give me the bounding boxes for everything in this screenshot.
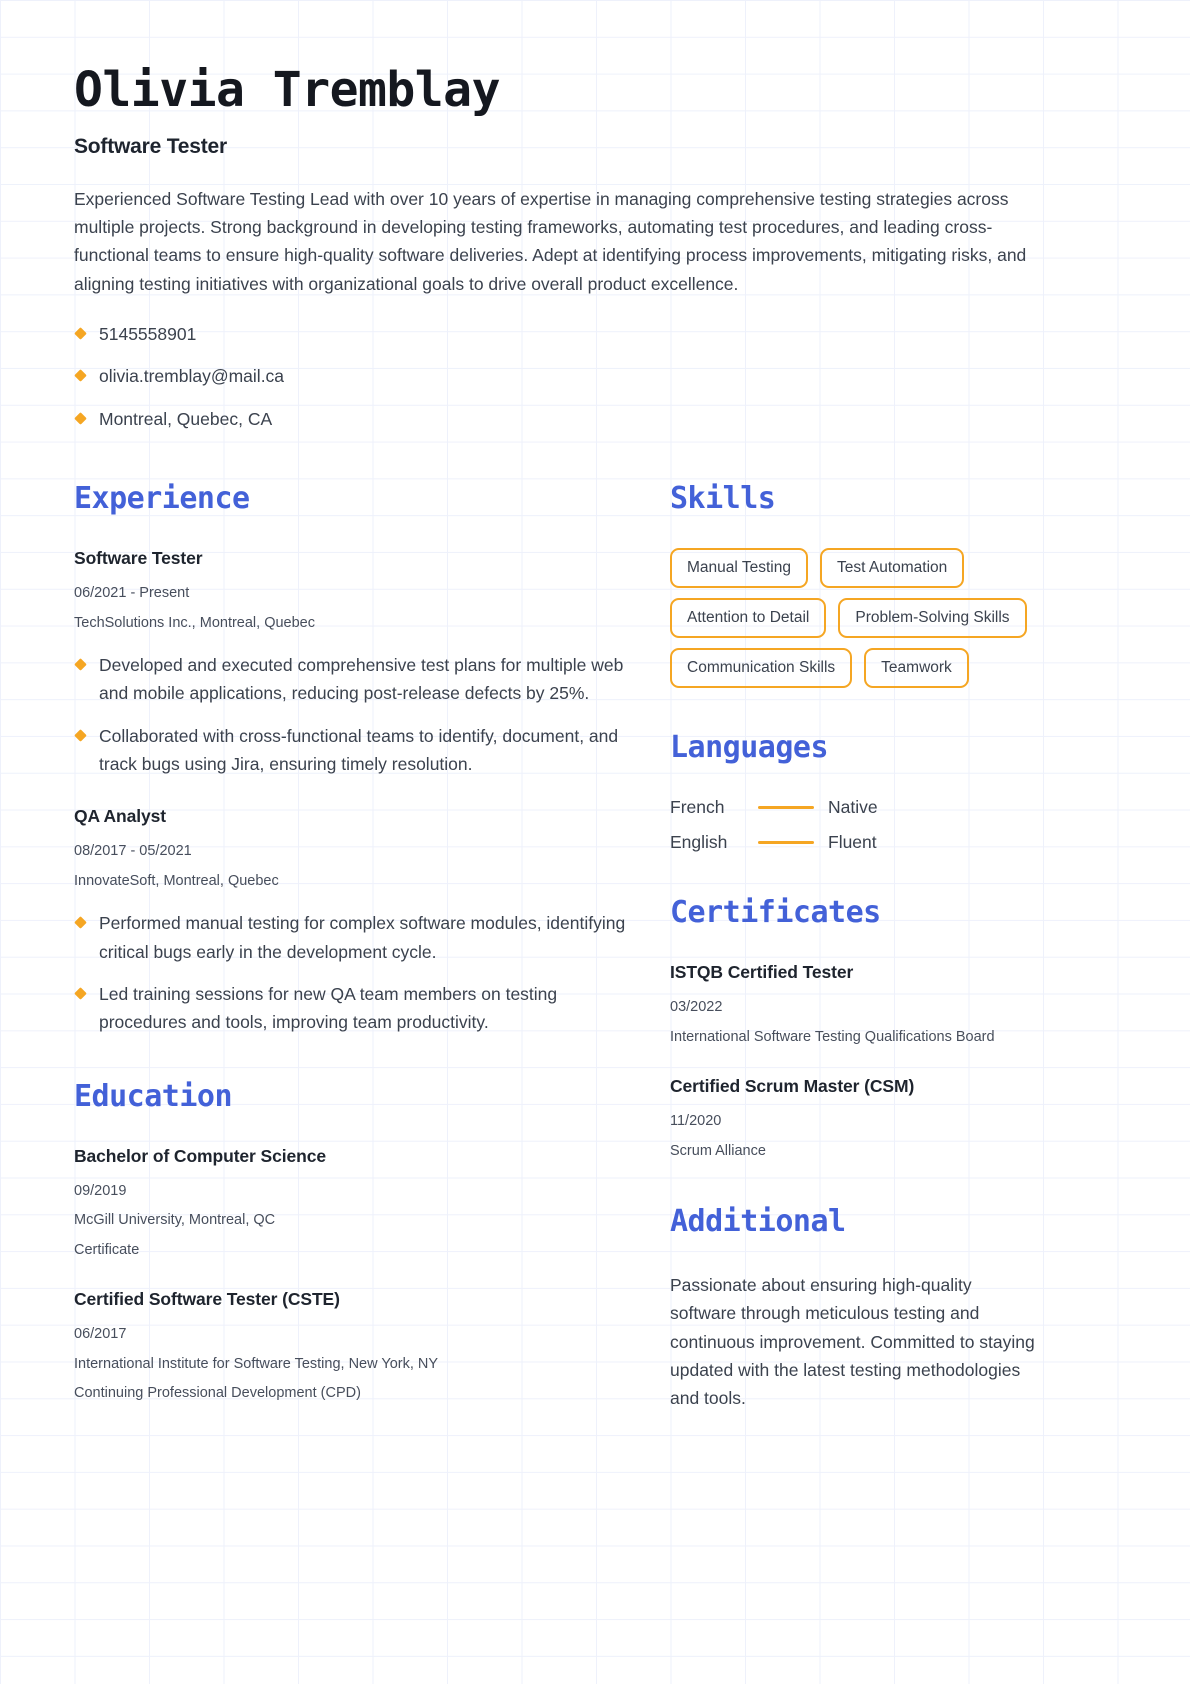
section-title-skills: Skills <box>670 481 776 517</box>
certificate-issuer: Scrum Alliance <box>670 1142 766 1159</box>
certificate-entry <box>670 962 1116 1048</box>
experience-bullet-text: Performed manual testing for complex software modules, identifying critical bugs early in the development cycle. <box>99 913 626 962</box>
left-column <box>74 481 670 1413</box>
contact-item-email <box>74 362 1116 390</box>
right-column <box>670 481 1116 1413</box>
diamond-bullet-icon <box>74 369 87 382</box>
experience-bullet <box>74 722 630 779</box>
language-level: Native <box>828 797 878 818</box>
section-title-certificates: Certificates <box>670 895 881 931</box>
education-institution: International Institute for Software Testing, New York, NY <box>74 1355 439 1372</box>
diamond-bullet-icon <box>74 729 87 742</box>
language-level: Fluent <box>828 832 877 853</box>
candidate-headline: Software Tester <box>74 134 227 158</box>
diamond-bullet-icon <box>74 327 87 340</box>
education-degree: Bachelor of Computer Science <box>74 1145 326 1166</box>
education-date: 09/2019 <box>74 1182 127 1199</box>
section-title-education: Education <box>74 1078 233 1114</box>
resume-header <box>74 62 1116 433</box>
education-note: Certificate <box>74 1241 140 1258</box>
section-education <box>74 1079 630 1405</box>
diamond-bullet-icon <box>74 658 87 671</box>
language-dash-icon <box>758 841 814 844</box>
contact-location-text: Montreal, Quebec, CA <box>99 408 273 429</box>
experience-bullet-list <box>74 651 630 778</box>
language-name: French <box>670 797 725 818</box>
contact-item-phone <box>74 320 1116 348</box>
experience-bullet <box>74 909 630 966</box>
language-dash-icon <box>758 806 814 809</box>
skill-chip: Problem-Solving Skills <box>838 598 1026 638</box>
diamond-bullet-icon <box>74 987 87 1000</box>
experience-role: Software Tester <box>74 548 203 569</box>
skill-chip: Attention to Detail <box>670 598 826 638</box>
candidate-name: Olivia Tremblay <box>74 62 500 118</box>
education-entry <box>74 1146 630 1261</box>
section-title-languages: Languages <box>670 730 829 766</box>
certificate-entry <box>670 1076 1116 1162</box>
education-entry <box>74 1289 630 1404</box>
section-skills <box>670 481 1116 688</box>
section-experience <box>74 481 630 1037</box>
certificate-issuer: International Software Testing Qualifications Board <box>670 1028 995 1045</box>
skills-chip-list <box>670 548 1045 688</box>
skill-chip: Teamwork <box>864 648 969 688</box>
section-additional <box>670 1204 1116 1413</box>
diamond-bullet-icon <box>74 916 87 929</box>
education-note: Continuing Professional Development (CPD) <box>74 1385 361 1401</box>
contact-phone-text: 5145558901 <box>99 324 197 344</box>
experience-dates: 06/2021 - Present <box>74 585 190 602</box>
diamond-bullet-icon <box>74 412 87 425</box>
certificate-name: ISTQB Certified Tester <box>670 962 854 983</box>
professional-summary: Experienced Software Testing Lead with over 10 years of expertise in managing comprehensive testing strategies across multiple projects. Strong background in developing testing frameworks, automating test procedures, and leading cross-functional teams to ensure high-quality software deliveries. Adept at identifying process improvements, mitigating risks, and aligning testing initiatives with organizational goals to drive overall product excellence. <box>74 188 1027 294</box>
skill-chip: Manual Testing <box>670 548 808 588</box>
experience-bullet <box>74 980 630 1037</box>
experience-bullet-text: Collaborated with cross-functional teams to identify, document, and track bugs using Jira, ensuring timely resolution. <box>99 725 619 774</box>
education-degree: Certified Software Tester (CSTE) <box>74 1289 340 1310</box>
language-name: English <box>670 832 728 853</box>
certificate-date: 11/2020 <box>670 1113 722 1130</box>
experience-company: InnovateSoft, Montreal, Quebec <box>74 872 279 889</box>
experience-company: TechSolutions Inc., Montreal, Quebec <box>74 614 315 631</box>
section-title-additional: Additional <box>670 1204 846 1240</box>
section-certificates <box>670 895 1116 1162</box>
experience-bullet-text: Led training sessions for new QA team members on testing procedures and tools, improving team productivity. <box>99 983 558 1033</box>
language-row <box>670 832 1116 853</box>
section-title-experience: Experience <box>74 481 250 517</box>
contact-email-text: olivia.tremblay@mail.ca <box>99 366 285 387</box>
experience-bullet <box>74 651 630 708</box>
additional-text: Passionate about ensuring high-quality software through meticulous testing and continuous improvement. Committed to staying updated with the latest testing methodologies and tools. <box>670 1275 1035 1409</box>
certificate-name: Certified Scrum Master (CSM) <box>670 1076 915 1097</box>
contact-list <box>74 320 1116 433</box>
experience-role: QA Analyst <box>74 806 167 827</box>
section-languages <box>670 730 1116 853</box>
experience-dates: 08/2017 - 05/2021 <box>74 843 192 860</box>
skill-chip: Test Automation <box>820 548 964 588</box>
experience-entry <box>74 806 630 1036</box>
language-row <box>670 797 1116 818</box>
experience-entry <box>74 548 630 778</box>
education-institution: McGill University, Montreal, QC <box>74 1212 276 1229</box>
certificate-date: 03/2022 <box>670 999 723 1016</box>
experience-bullet-list <box>74 909 630 1036</box>
resume-body <box>74 481 1116 1413</box>
education-date: 06/2017 <box>74 1326 127 1343</box>
experience-bullet-text: Developed and executed comprehensive test plans for multiple web and mobile applications, reducing post-release defects by 25%. <box>99 654 624 704</box>
contact-item-location <box>74 405 1116 433</box>
skill-chip: Communication Skills <box>670 648 852 688</box>
